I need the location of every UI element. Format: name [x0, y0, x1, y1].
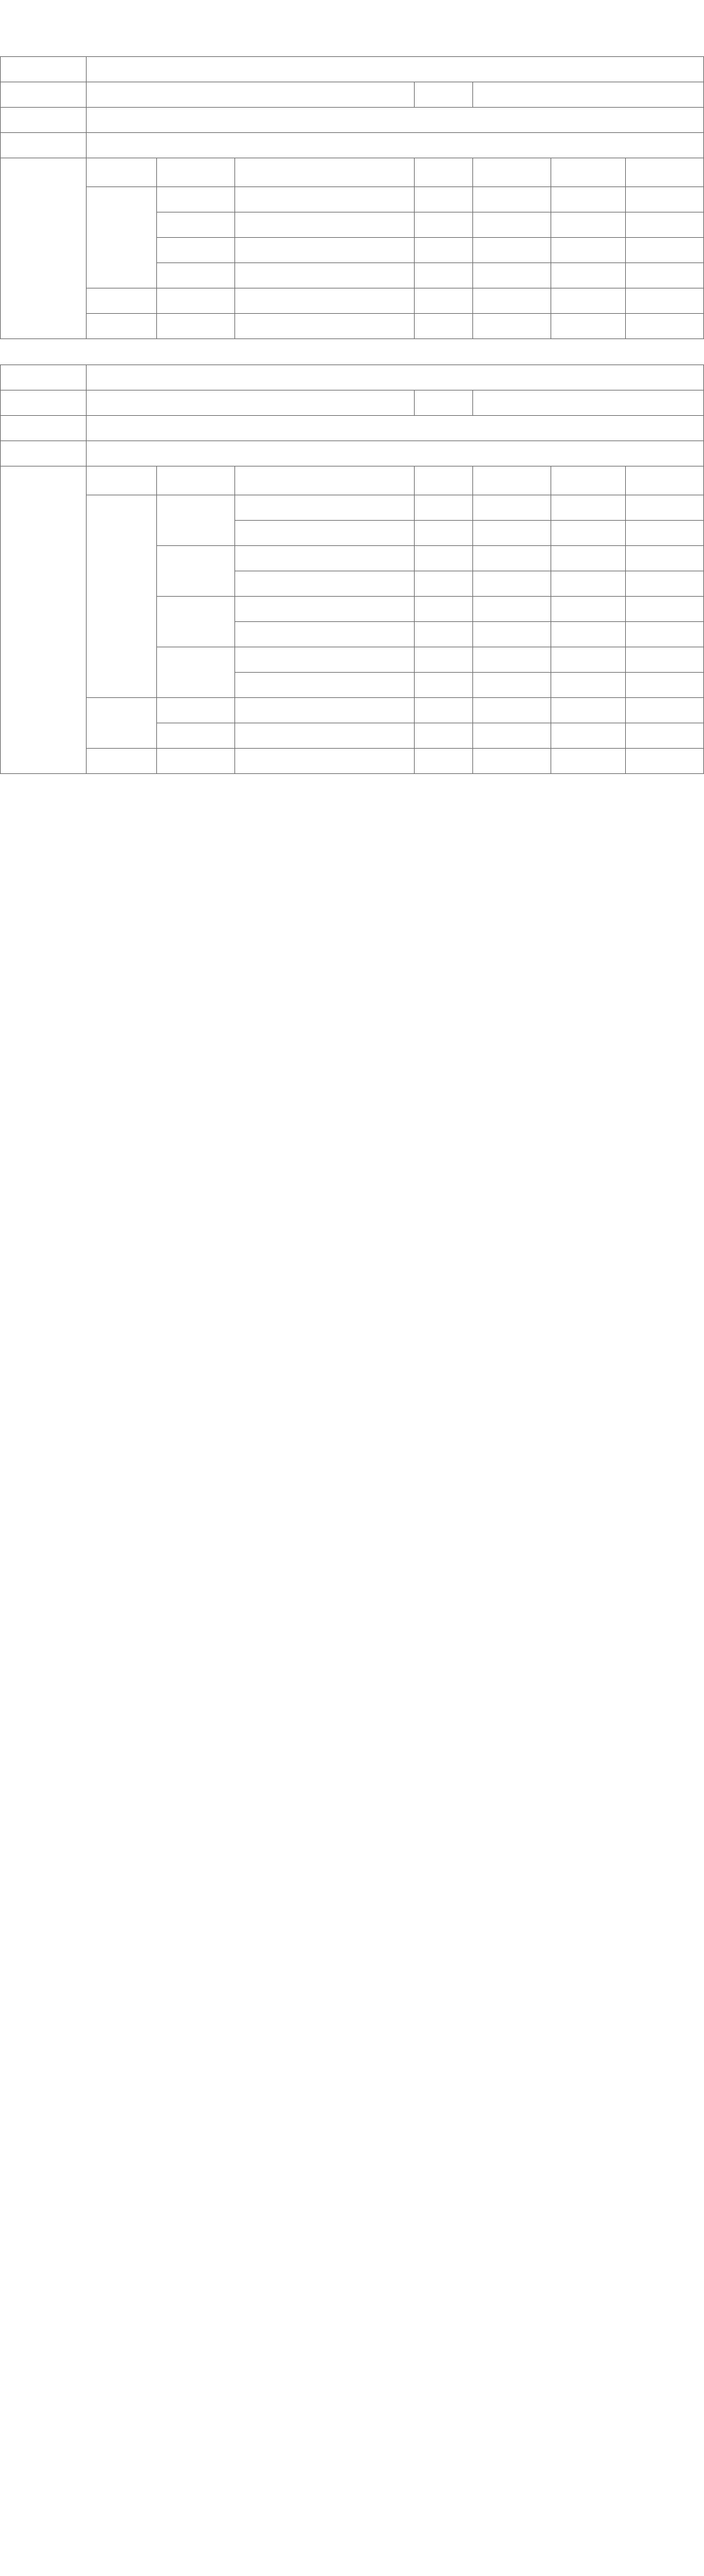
- target-value: [473, 723, 551, 749]
- indicator-row: [1, 288, 704, 314]
- performance-table: [0, 364, 704, 774]
- overall-goal: [87, 441, 704, 467]
- col-level1: [87, 158, 157, 187]
- operator-value: [415, 495, 473, 521]
- deadline-value: [625, 546, 703, 571]
- level2-indicator: [156, 187, 234, 212]
- operator-value: [415, 622, 473, 647]
- label-overall-goal: [1, 441, 87, 467]
- page-meta: [0, 41, 704, 56]
- operator-value: [415, 597, 473, 622]
- page-title: [0, 0, 704, 41]
- operator-value: [415, 187, 473, 212]
- target-value: [473, 187, 551, 212]
- operator-value: [415, 647, 473, 673]
- operator-value: [415, 749, 473, 774]
- operator-value: [415, 263, 473, 288]
- impl-unit-value: [473, 82, 704, 108]
- level2-indicator: [156, 212, 234, 238]
- col-operator: [415, 158, 473, 187]
- indicator-row: [1, 314, 704, 339]
- operator-value: [415, 546, 473, 571]
- level2-indicator: [156, 723, 234, 749]
- level1-indicator: [87, 749, 157, 774]
- level3-indicator: [234, 212, 414, 238]
- project-name: [87, 365, 704, 391]
- target-value: [473, 263, 551, 288]
- operator-value: [415, 288, 473, 314]
- deadline-value: [625, 212, 703, 238]
- level2-indicator: [156, 238, 234, 263]
- indicator-row: [1, 495, 704, 521]
- col-deadline: [625, 158, 703, 187]
- measure-unit-value: [551, 597, 625, 622]
- level3-indicator: [234, 622, 414, 647]
- deadline-value: [625, 749, 703, 774]
- deadline-value: [625, 698, 703, 723]
- project-name: [87, 57, 704, 82]
- indicator-row: [1, 749, 704, 774]
- col-deadline: [625, 467, 703, 495]
- level1-indicator: [87, 314, 157, 339]
- col-level3: [234, 158, 414, 187]
- operator-value: [415, 212, 473, 238]
- label-dept: [1, 391, 87, 416]
- level3-indicator: [234, 521, 414, 546]
- level3-indicator: [234, 597, 414, 622]
- deadline-value: [625, 647, 703, 673]
- label-impl-unit: [415, 391, 473, 416]
- operator-value: [415, 723, 473, 749]
- deadline-value: [625, 673, 703, 698]
- budget-value: [87, 416, 704, 441]
- label-overall-goal: [1, 133, 87, 158]
- measure-unit-value: [551, 521, 625, 546]
- level2-indicator: [156, 495, 234, 546]
- label-perf: [1, 467, 87, 774]
- level3-indicator: [234, 263, 414, 288]
- col-target: [473, 158, 551, 187]
- level2-indicator: [156, 546, 234, 597]
- deadline-value: [625, 571, 703, 597]
- level2-indicator: [156, 749, 234, 774]
- project-section: [0, 364, 704, 774]
- level3-indicator: [234, 723, 414, 749]
- col-level3: [234, 467, 414, 495]
- deadline-value: [625, 288, 703, 314]
- level3-indicator: [234, 571, 414, 597]
- measure-unit-value: [551, 238, 625, 263]
- target-value: [473, 288, 551, 314]
- measure-unit-value: [551, 288, 625, 314]
- target-value: [473, 597, 551, 622]
- measure-unit-value: [551, 187, 625, 212]
- level1-indicator: [87, 187, 157, 288]
- level2-indicator: [156, 647, 234, 698]
- level3-indicator: [234, 673, 414, 698]
- target-value: [473, 495, 551, 521]
- target-value: [473, 622, 551, 647]
- target-value: [473, 212, 551, 238]
- deadline-value: [625, 238, 703, 263]
- operator-value: [415, 698, 473, 723]
- overall-goal: [87, 133, 704, 158]
- target-value: [473, 749, 551, 774]
- level3-indicator: [234, 546, 414, 571]
- level3-indicator: [234, 187, 414, 212]
- deadline-value: [625, 314, 703, 339]
- label-budget: [1, 416, 87, 441]
- target-value: [473, 521, 551, 546]
- measure-unit-value: [551, 571, 625, 597]
- label-perf: [1, 158, 87, 339]
- col-level1: [87, 467, 157, 495]
- operator-value: [415, 521, 473, 546]
- level3-indicator: [234, 749, 414, 774]
- sections-container: [0, 56, 704, 774]
- label-project-name: [1, 365, 87, 391]
- level2-indicator: [156, 288, 234, 314]
- measure-unit-value: [551, 546, 625, 571]
- target-value: [473, 673, 551, 698]
- measure-unit-value: [551, 723, 625, 749]
- level1-indicator: [87, 288, 157, 314]
- deadline-value: [625, 263, 703, 288]
- measure-unit-value: [551, 622, 625, 647]
- target-value: [473, 647, 551, 673]
- level3-indicator: [234, 314, 414, 339]
- dept-value: [87, 391, 415, 416]
- operator-value: [415, 314, 473, 339]
- deadline-value: [625, 495, 703, 521]
- target-value: [473, 698, 551, 723]
- deadline-value: [625, 597, 703, 622]
- operator-value: [415, 238, 473, 263]
- budget-value: [87, 108, 704, 133]
- measure-unit-value: [551, 673, 625, 698]
- level3-indicator: [234, 288, 414, 314]
- impl-unit-value: [473, 391, 704, 416]
- label-budget: [1, 108, 87, 133]
- target-value: [473, 546, 551, 571]
- deadline-value: [625, 622, 703, 647]
- measure-unit-value: [551, 698, 625, 723]
- project-section: [0, 56, 704, 339]
- measure-unit-value: [551, 749, 625, 774]
- level3-indicator: [234, 238, 414, 263]
- label-impl-unit: [415, 82, 473, 108]
- measure-unit-value: [551, 647, 625, 673]
- indicator-row: [1, 187, 704, 212]
- level1-indicator: [87, 495, 157, 698]
- col-operator: [415, 467, 473, 495]
- measure-unit-value: [551, 495, 625, 521]
- dept-value: [87, 82, 415, 108]
- indicator-row: [1, 698, 704, 723]
- col-measure-unit: [551, 158, 625, 187]
- col-target: [473, 467, 551, 495]
- level1-indicator: [87, 698, 157, 749]
- level2-indicator: [156, 314, 234, 339]
- col-measure-unit: [551, 467, 625, 495]
- target-value: [473, 314, 551, 339]
- label-project-name: [1, 57, 87, 82]
- performance-table: [0, 56, 704, 339]
- deadline-value: [625, 187, 703, 212]
- measure-unit-value: [551, 263, 625, 288]
- operator-value: [415, 571, 473, 597]
- deadline-value: [625, 521, 703, 546]
- operator-value: [415, 673, 473, 698]
- level2-indicator: [156, 263, 234, 288]
- target-value: [473, 238, 551, 263]
- level2-indicator: [156, 597, 234, 647]
- target-value: [473, 571, 551, 597]
- col-level2: [156, 467, 234, 495]
- level3-indicator: [234, 647, 414, 673]
- level3-indicator: [234, 698, 414, 723]
- label-dept: [1, 82, 87, 108]
- deadline-value: [625, 723, 703, 749]
- col-level2: [156, 158, 234, 187]
- level2-indicator: [156, 698, 234, 723]
- measure-unit-value: [551, 212, 625, 238]
- level3-indicator: [234, 495, 414, 521]
- measure-unit-value: [551, 314, 625, 339]
